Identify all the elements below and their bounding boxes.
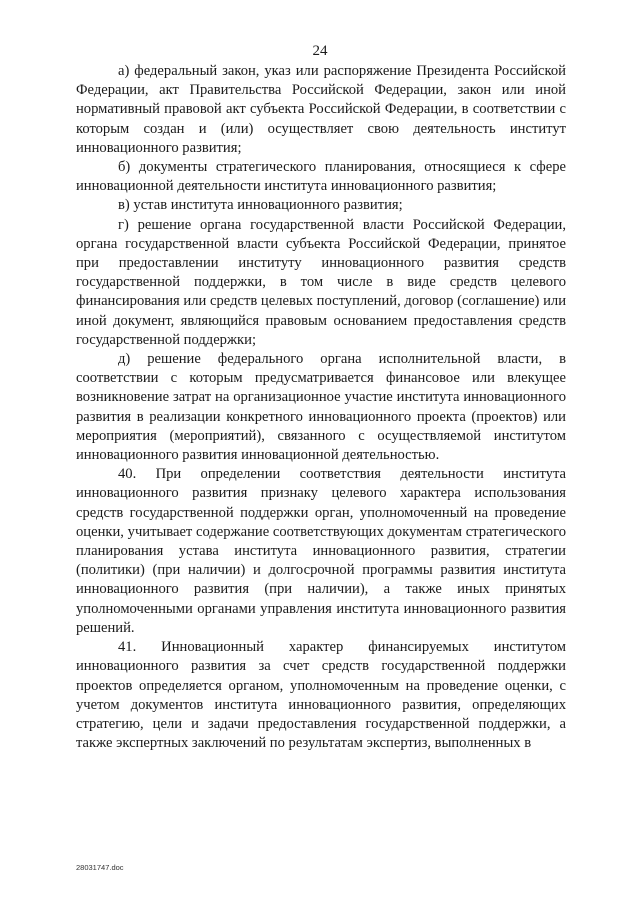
paragraph-d: д) решение федерального органа исполнительной власти, в соответствии с которым предусматривается финансовое или влекущее возникновение затрат на организационное участие института инновационного развития в реализации конкретного инновационного проекта (проектов) или мероприятия (мероприятий), связанного с осуществляемой институтом инновационного развития инновационной деятельностью. bbox=[76, 351, 566, 464]
body-text bbox=[76, 62, 566, 753]
paragraph-a: а) федеральный закон, указ или распоряжение Президента Российской Федерации, акт Правительства Российской Федерации, закон или иной нормативный правовой акт субъекта Российской Федерации, в соответствии с которым создан и (или) осуществляет свою деятельность институт инновационного развития; bbox=[76, 63, 566, 156]
paragraph-41: 41. Инновационный характер финансируемых институтом инновационного развития за счет средств государственной поддержки проектов определяется органом, уполномоченным на проведение оценки, с учетом документов института инновационного развития, определяющих стратегию, цели и задачи предоставления государственной поддержки, а также экспертных заключений по результатам экспертиз, выполненных в bbox=[76, 639, 566, 752]
paragraph-g: г) решение органа государственной власти Российской Федерации, органа государственной власти субъекта Российской Федерации, принятое при предоставлении институту инновационного развития средств государственной поддержки, в том числе в виде средств целевого финансирования или средств целевых поступлений, договор (соглашение) или иной документ, являющийся правовым основанием предоставления средств государственной поддержки; bbox=[76, 216, 566, 348]
paragraph-v: в) устав института инновационного развития; bbox=[118, 197, 403, 214]
file-name-footer: 28031747.doc bbox=[76, 863, 124, 872]
paragraph-40: 40. При определении соответствия деятельности института инновационного развития признаку целевого характера использования средств государственной поддержки орган, уполномоченный на проведение оценки, учитывает содержание соответствующих документам стратегического планирования устава института инновационного развития, стратегии (политики) (при наличии) и долгосрочной программы развития института инновационного развития (при наличии), а также иных принятых уполномоченными органами управления института инновационного развития решений. bbox=[76, 466, 566, 636]
page-number: 24 bbox=[312, 43, 328, 59]
paragraph-b: б) документы стратегического планирования, относящиеся к сфере инновационной деятельности института инновационного развития; bbox=[76, 159, 566, 195]
